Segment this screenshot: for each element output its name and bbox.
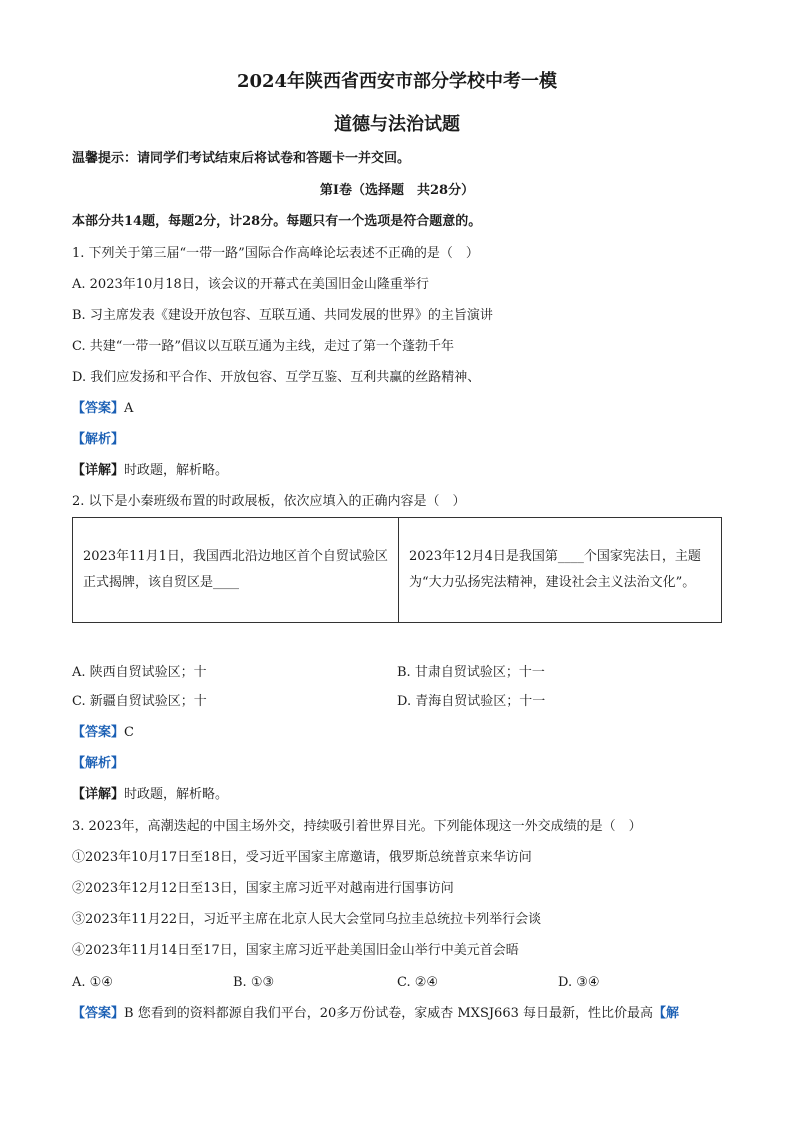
- q1-detail: [72, 462, 228, 480]
- q2-table-right-text: 2023年12月4日是我国第____个国家宪法日，主题为“大力弘扬宪法精神，建设社会主义法治文化”。: [409, 549, 701, 590]
- q3-item-3: ③2023年11月22日，习近平主席在北京人民大会堂同乌拉圭总统拉卡列举行会谈: [72, 912, 542, 927]
- notice-text: 温馨提示：请同学们考试结束后将试卷和答题卡一并交回。: [72, 151, 411, 166]
- q1-option-a: A. 2023年10月18日，该会议的开幕式在美国旧金山隆重举行: [72, 277, 429, 292]
- q1-stem: 1. 下列关于第三届“一带一路”国际合作高峰论坛表述不正确的是（ ）: [72, 246, 479, 261]
- q2-option-d: D. 青海自贸试验区；十一: [397, 694, 546, 709]
- q3-answer: [72, 1005, 722, 1023]
- q2-option-b: B. 甘肃自贸试验区；十一: [397, 665, 545, 680]
- q2-table-left-cell: [73, 518, 399, 622]
- q3-option-b: B. ①③: [233, 975, 275, 990]
- q2-table-left-text: 2023年11月1日，我国西北沿边地区首个自贸试验区正式揭牌，该自贸区是____: [83, 549, 388, 590]
- q1-answer: [72, 400, 133, 418]
- page-subtitle: 道德与法治试题: [334, 114, 460, 135]
- q3-option-a: A. ①④: [72, 975, 113, 990]
- q2-answer-tag: 【答案】: [72, 725, 125, 740]
- q2-display-board-table: [72, 517, 722, 623]
- section-instruction: 本部分共14题，每题2分，计28分。每题只有一个选项是符合题意的。: [72, 214, 482, 229]
- q1-answer-tag: 【答案】: [72, 401, 125, 416]
- q3-trailing-tag: 【解: [653, 1006, 680, 1021]
- q2-analysis: [72, 755, 124, 773]
- q3-item-4: ④2023年11月14日至17日，国家主席习近平赴美国旧金山举行中美元首会晤: [72, 943, 519, 958]
- q3-option-d: D. ③④: [558, 975, 600, 990]
- q3-answer-line: B 您看到的资料都源自我们平台，20多万份试卷，家威杏 MXSJ663 每日最新，性比价最高: [124, 1006, 654, 1021]
- q1-analysis-tag: 【解析】: [72, 432, 125, 447]
- q2-detail: [72, 786, 228, 804]
- q2-option-a: A. 陕西自贸试验区；十: [72, 665, 207, 680]
- q2-stem: 2. 以下是小秦班级布置的时政展板，依次应填入的正确内容是（ ）: [72, 494, 466, 509]
- q2-table-right-cell: [399, 518, 721, 622]
- page-title: 2024年陕西省西安市部分学校中考一模: [236, 71, 558, 92]
- q1-option-b: B. 习主席发表《建设开放包容、互联互通、共同发展的世界》的主旨演讲: [72, 308, 493, 323]
- q3-item-1: ①2023年10月17日至18日，受习近平国家主席邀请，俄罗斯总统普京来华访问: [72, 850, 532, 865]
- q1-detail-tag: 【详解】: [72, 463, 125, 478]
- q3-stem: 3. 2023年，高潮迭起的中国主场外交，持续吸引着世界目光。下列能体现这一外交成绩的是（ ）: [72, 819, 642, 834]
- q2-analysis-tag: 【解析】: [72, 756, 125, 771]
- q1-option-d: D. 我们应发扬和平合作、开放包容、互学互鉴、互利共赢的丝路精神、: [72, 370, 481, 385]
- q2-answer-value: C: [124, 725, 134, 740]
- q3-option-c: C. ②④: [397, 975, 439, 990]
- q2-detail-tag: 【详解】: [72, 787, 125, 802]
- q3-answer-tag: 【答案】: [72, 1006, 125, 1021]
- q2-detail-text: 时政题，解析略。: [124, 787, 229, 802]
- q1-analysis: [72, 431, 124, 449]
- section-title: 第Ⅰ卷（选择题 共28分）: [319, 183, 475, 198]
- q2-answer: [72, 724, 134, 742]
- q1-answer-value: A: [124, 401, 134, 416]
- q1-detail-text: 时政题，解析略。: [124, 463, 229, 478]
- q1-option-c: C. 共建“一带一路”倡议以互联互通为主线，走过了第一个蓬勃千年: [72, 339, 455, 354]
- q2-option-c: C. 新疆自贸试验区；十: [72, 694, 207, 709]
- q3-item-2: ②2023年12月12日至13日，国家主席习近平对越南进行国事访问: [72, 881, 454, 896]
